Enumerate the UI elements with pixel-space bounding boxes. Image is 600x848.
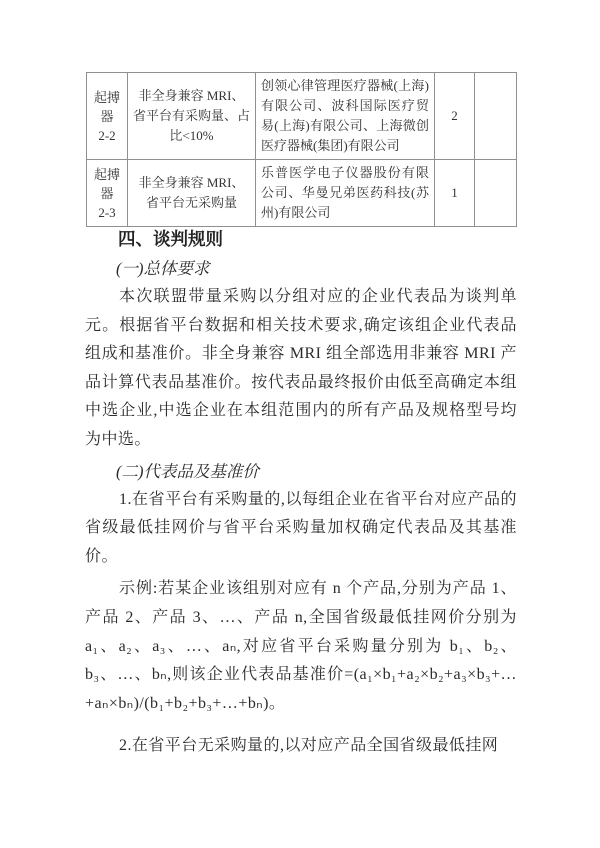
companies-cell: 创领心律管理医疗器械(上海)有限公司、波科国际医疗贸易(上海)有限公司、上海微创医疗器械(集团)有限公司 (256, 73, 435, 160)
companies-cell: 乐普医学电子仪器股份有限公司、华曼兄弟医药科技(苏州)有限公司 (256, 160, 435, 227)
group-code: 2-3 (98, 204, 116, 220)
paragraph-rule-2: 2.在省平台无采购量的,以对应产品全国省级最低挂网 (119, 737, 499, 755)
document-body (85, 226, 517, 761)
empty-cell (475, 160, 517, 227)
table-row (87, 73, 517, 160)
section-heading: 四、谈判规则 (118, 229, 223, 249)
criteria-cell: 非全身兼容 MRI、省平台有采购量、占比<10% (128, 73, 256, 160)
paragraph-overall-requirements: 本次联盟带量采购以分组对应的企业代表品为谈判单元。根据省平台数据和相关技术要求,确定该组企业代表品组成和基准价。非全身兼容 MRI 组全部选用非兼容 MRI 产品计算代表品基准价。按代表品最终报价由低至高确定本组中选企业,中选企业在本组范围内的所有产品及规格型号均为中选。 (85, 288, 517, 448)
subsection-title-benchmark: (二)代表品及基准价 (116, 461, 259, 481)
group-cell (87, 73, 128, 160)
paragraph-rule-1: 1.在省平台有采购量的,以每组企业在省平台对应产品的省级最低挂网价与省平台采购量加权确定代表品及其基准价。 (85, 490, 517, 565)
subsection-title-overall: (一)总体要求 (116, 259, 210, 278)
group-name: 起搏器 (93, 89, 120, 124)
group-table (86, 72, 517, 227)
criteria-cell: 非全身兼容 MRI、省平台无采购量 (128, 160, 256, 227)
group-cell (87, 160, 128, 227)
group-name: 起搏器 (93, 166, 120, 201)
count-cell: 2 (435, 73, 475, 160)
empty-cell (475, 73, 517, 160)
table-row (87, 160, 517, 227)
count-cell: 1 (435, 160, 475, 227)
group-code: 2-2 (98, 127, 116, 143)
paragraph-example-formula: 示例:若某企业该组别对应有 n 个产品,分别为产品 1、产品 2、产品 3、…、产品 n,全国省级最低挂网价分别为 a₁、a₂、a₃、…、aₙ,对应省平台采购量分别为 b₁、b₂、b₃、…、bₙ,则该企业代表品基准价=(a₁×b₁+a₂×b₂+a₃×b₃+…+aₙ×bₙ)/(b₁+b₂+b₃+…+bₙ)。 (85, 580, 517, 712)
